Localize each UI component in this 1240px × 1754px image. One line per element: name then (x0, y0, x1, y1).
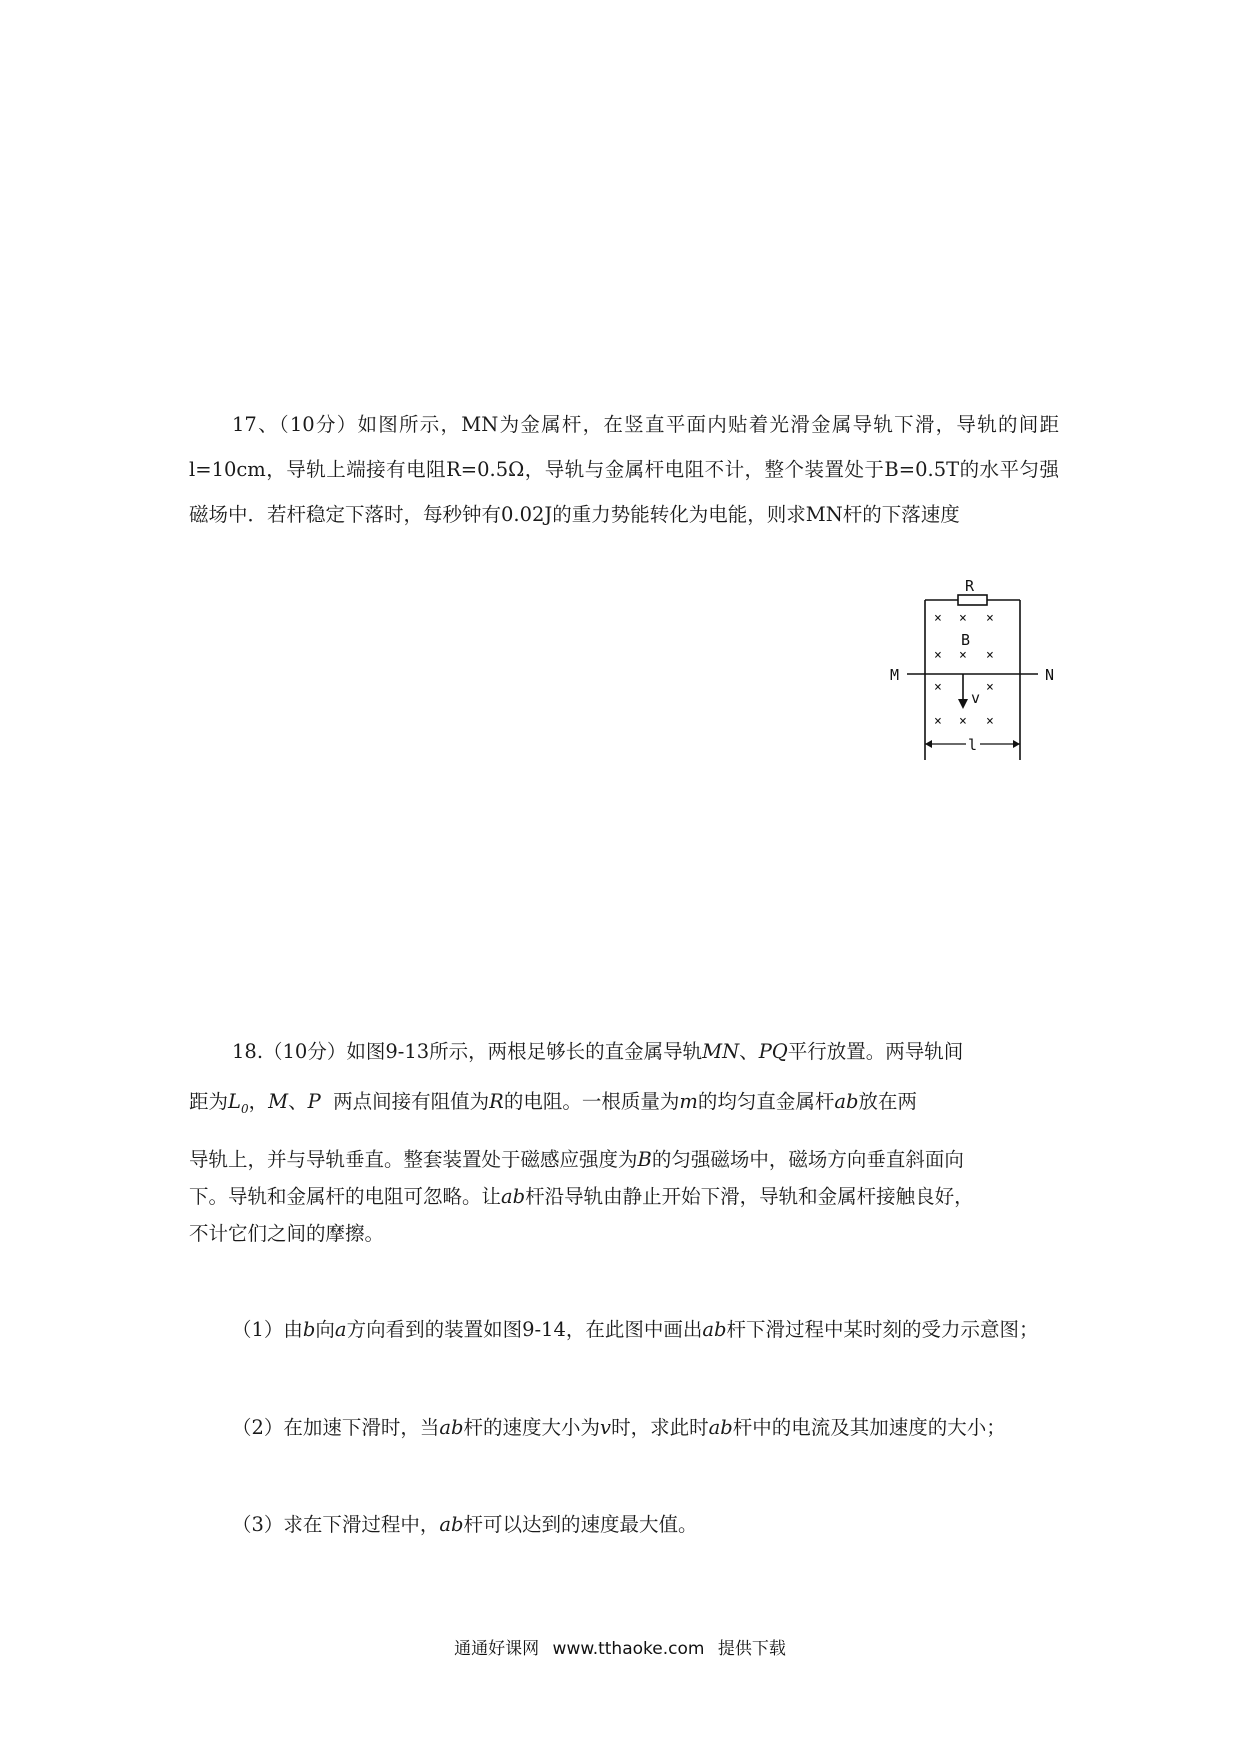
field-cross: × (986, 611, 994, 626)
field-cross: × (934, 680, 942, 695)
q18-line-5: 不计它们之间的摩擦。 (189, 1221, 385, 1245)
q18-line-4: 下。导轨和金属杆的电阻可忽略。让ab杆沿导轨由静止开始下滑，导轨和金属杆接触良好， (189, 1184, 974, 1208)
footer-url: www.tthaoke.com (552, 1639, 705, 1659)
q18-part-3: （3）求在下滑过程中，ab杆可以达到的速度最大值。 (232, 1513, 698, 1536)
field-cross: × (959, 714, 967, 729)
footer-note: 提供下载 (717, 1639, 786, 1659)
label-v: v (971, 689, 981, 707)
question-18 (189, 1038, 1059, 1247)
q18-line-3: 导轨上，并与导轨垂直。整套装置处于磁感应强度为B的匀强磁场中，磁场方向垂直斜面向 (189, 1147, 964, 1171)
label-M: M (890, 666, 900, 684)
circuit-figure (885, 575, 1065, 765)
resistor-R (958, 595, 987, 605)
label-l: l (968, 736, 978, 754)
q18-line-1: 18.（10分）如图9-13所示，两根足够长的直金属导轨MN、PQ平行放置。两导轨间 (232, 1040, 964, 1063)
field-cross: × (959, 611, 967, 626)
label-R: R (965, 577, 975, 595)
label-B: B (961, 631, 971, 649)
page-footer (0, 1634, 1240, 1659)
label-N: N (1045, 666, 1055, 684)
field-cross: × (986, 680, 994, 695)
field-cross: × (959, 648, 967, 663)
q18-line-2: 距为$L_0$，M、P 两点间接有阻值为R的电阻。一根质量为m的均匀直金属杆ab放在两 (189, 1090, 917, 1116)
field-cross: × (934, 648, 942, 663)
question-17: 17、（10分）如图所示，MN为金属杆，在竖直平面内贴着光滑金属导轨下滑，导轨的间距l=10cm，导轨上端接有电阻R=0.5Ω，导轨与金属杆电阻不计，整个装置处于B=0.5T的水平匀强磁场中．若杆稳定下落时，每秒钟有0.02J的重力势能转化为电能，则求MN杆的下落速度 (189, 413, 1059, 526)
q18-part-2: （2）在加速下滑时，当ab杆的速度大小为v时，求此时ab杆中的电流及其加速度的大小； (232, 1416, 1006, 1439)
field-cross: × (934, 611, 942, 626)
field-cross: × (934, 714, 942, 729)
field-cross: × (986, 714, 994, 729)
field-cross: × (986, 648, 994, 663)
q18-part-1: （1）由b向a方向看到的装置如图9-14，在此图中画出ab杆下滑过程中某时刻的受力示意图； (232, 1318, 1039, 1341)
footer-site-name: 通通好课网 (454, 1639, 540, 1659)
